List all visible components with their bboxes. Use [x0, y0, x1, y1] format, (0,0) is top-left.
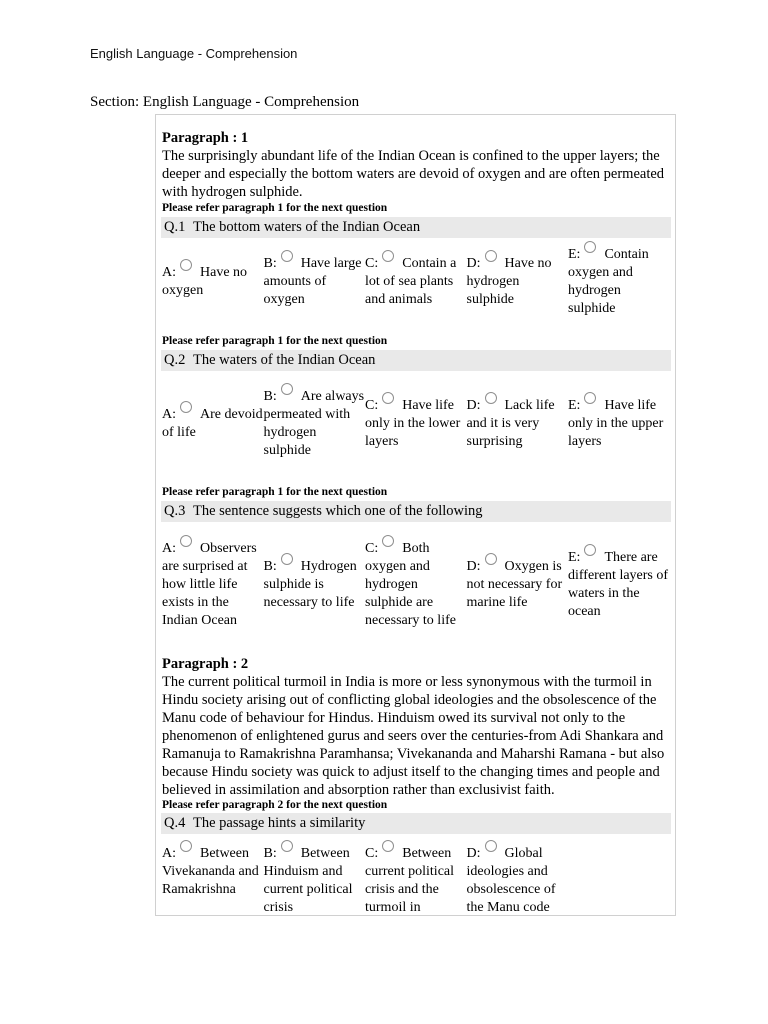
option-d[interactable]: [467, 839, 569, 916]
option-text: Hydrogen sulphide is necessary to life: [263, 559, 357, 610]
radio-button[interactable]: [180, 401, 192, 413]
question-number: Q.1: [164, 219, 186, 235]
option-a[interactable]: [162, 406, 264, 442]
option-e[interactable]: [568, 549, 670, 621]
document-header: English Language - Comprehension: [90, 46, 298, 61]
option-b[interactable]: [264, 255, 366, 309]
option-b[interactable]: [264, 839, 366, 916]
option-text: Have large amounts of oxygen: [263, 256, 362, 307]
question-text: The waters of the Indian Ocean: [193, 352, 376, 368]
radio-button[interactable]: [584, 241, 596, 253]
option-letter: C:: [365, 256, 379, 271]
option-c[interactable]: [365, 255, 467, 309]
question-bar: [161, 813, 671, 834]
option-text: Lack life and it is very surprising: [466, 398, 555, 449]
radio-button[interactable]: [382, 840, 394, 852]
option-a[interactable]: [162, 264, 264, 300]
radio-button[interactable]: [485, 840, 497, 852]
option-text: Global ideologies and obsolescence of the Manu code: [466, 846, 556, 915]
option-a[interactable]: [162, 839, 264, 899]
option-e[interactable]: [568, 246, 670, 318]
radio-button[interactable]: [485, 553, 497, 565]
option-c[interactable]: [365, 839, 467, 916]
radio-button[interactable]: [382, 535, 394, 547]
option-e[interactable]: [568, 397, 670, 451]
radio-button[interactable]: [281, 840, 293, 852]
radio-button[interactable]: [281, 250, 293, 262]
option-letter: B:: [263, 559, 277, 574]
option-letter: C:: [365, 541, 379, 556]
options-row: [162, 839, 674, 916]
option-letter: D:: [466, 846, 481, 861]
option-letter: A:: [162, 541, 176, 556]
refer-note: Please refer paragraph 1 for the next question: [162, 335, 388, 347]
option-text: Between Hinduism and current political crisis: [263, 846, 353, 915]
option-letter: D:: [466, 256, 481, 271]
option-d[interactable]: [467, 397, 569, 451]
refer-note: Please refer paragraph 1 for the next question: [162, 486, 388, 498]
question-panel: [155, 114, 676, 916]
options-row: [162, 527, 674, 643]
option-text: Have life only in the lower layers: [365, 398, 461, 449]
option-text: There are different layers of waters in the ocean: [568, 550, 669, 619]
radio-button[interactable]: [382, 250, 394, 262]
question-bar: [161, 217, 671, 238]
question-bar: [161, 501, 671, 522]
option-b[interactable]: [264, 558, 366, 612]
option-text: Are devoid of life: [162, 407, 263, 440]
section-title: Section: English Language - Comprehension: [90, 94, 360, 110]
refer-note: Please refer paragraph 2 for the next question: [162, 799, 388, 811]
option-letter: D:: [466, 559, 481, 574]
option-c[interactable]: [365, 397, 467, 451]
radio-button[interactable]: [180, 840, 192, 852]
option-text: Have no hydrogen sulphide: [466, 256, 552, 307]
question-text: The bottom waters of the Indian Ocean: [193, 219, 421, 235]
option-letter: B:: [263, 256, 277, 271]
option-letter: C:: [365, 398, 379, 413]
option-text: Are always permeated with hydrogen sulphide: [263, 389, 365, 458]
question-text: The sentence suggests which one of the following: [193, 503, 483, 519]
radio-button[interactable]: [485, 250, 497, 262]
refer-note: Please refer paragraph 1 for the next question: [162, 202, 388, 214]
radio-button[interactable]: [281, 553, 293, 565]
option-d[interactable]: [467, 558, 569, 612]
option-letter: C:: [365, 846, 379, 861]
option-c[interactable]: [365, 540, 467, 630]
option-text: Observers are surprised at how little life exists in the Indian Ocean: [162, 541, 257, 628]
option-letter: B:: [263, 846, 277, 861]
option-text: Have no oxygen: [162, 265, 248, 298]
option-letter: A:: [162, 407, 176, 422]
question-number: Q.2: [164, 352, 186, 368]
option-text: Have life only in the upper layers: [568, 398, 664, 449]
radio-button[interactable]: [180, 535, 192, 547]
paragraph-1-title: Paragraph : 1: [162, 130, 249, 146]
option-text: Between current political crisis and the turmoil in: [365, 846, 455, 915]
option-text: Contain oxygen and hydrogen sulphide: [568, 247, 649, 316]
option-a[interactable]: [162, 540, 264, 630]
option-text: Contain a lot of sea plants and animals: [365, 256, 457, 307]
option-text: Both oxygen and hydrogen sulphide are necessary to life: [365, 541, 456, 628]
option-text: Between Vivekananda and Ramakrishna: [162, 846, 259, 897]
option-letter: D:: [466, 398, 481, 413]
option-letter: B:: [263, 389, 277, 404]
option-text: Oxygen is not necessary for marine life: [466, 559, 563, 610]
options-row: [162, 375, 674, 473]
radio-button[interactable]: [485, 392, 497, 404]
option-letter: E:: [568, 247, 581, 262]
question-number: Q.3: [164, 503, 186, 519]
question-number: Q.4: [164, 815, 186, 831]
radio-button[interactable]: [584, 544, 596, 556]
option-letter: A:: [162, 265, 176, 280]
question-text: The passage hints a similarity: [193, 815, 366, 831]
radio-button[interactable]: [584, 392, 596, 404]
option-d[interactable]: [467, 255, 569, 309]
radio-button[interactable]: [281, 383, 293, 395]
options-row: [162, 243, 674, 321]
paragraph-2-text: The current political turmoil in India is more or less synonymous with the turmoil in Hindu society arising out of conflicting global ideologies and the obsolescence of the Manu code of behaviour for Hindus. Hinduism owed its survival not only to the phenomenon of enlightened gurus and seers over the centuries-from Adi Shankara and Ramanuja to Ramakrishna Paramhansa; Vivekananda and Maharshi Ramana - but also because Hindu society was quick to adjust itself to the changing times and people and believed in assimilation and absorption rather than exclusivist faith.: [162, 674, 665, 798]
option-letter: E:: [568, 398, 581, 413]
radio-button[interactable]: [180, 259, 192, 271]
option-letter: E:: [568, 550, 581, 565]
question-bar: [161, 350, 671, 371]
option-letter: A:: [162, 846, 176, 861]
paragraph-2-title: Paragraph : 2: [162, 656, 249, 672]
option-b[interactable]: [264, 388, 366, 460]
paragraph-1-text: The surprisingly abundant life of the Indian Ocean is confined to the upper layers; the deeper and especially the bottom waters are devoid of oxygen and are often permeated with hydrogen sulphide.: [162, 148, 665, 200]
radio-button[interactable]: [382, 392, 394, 404]
